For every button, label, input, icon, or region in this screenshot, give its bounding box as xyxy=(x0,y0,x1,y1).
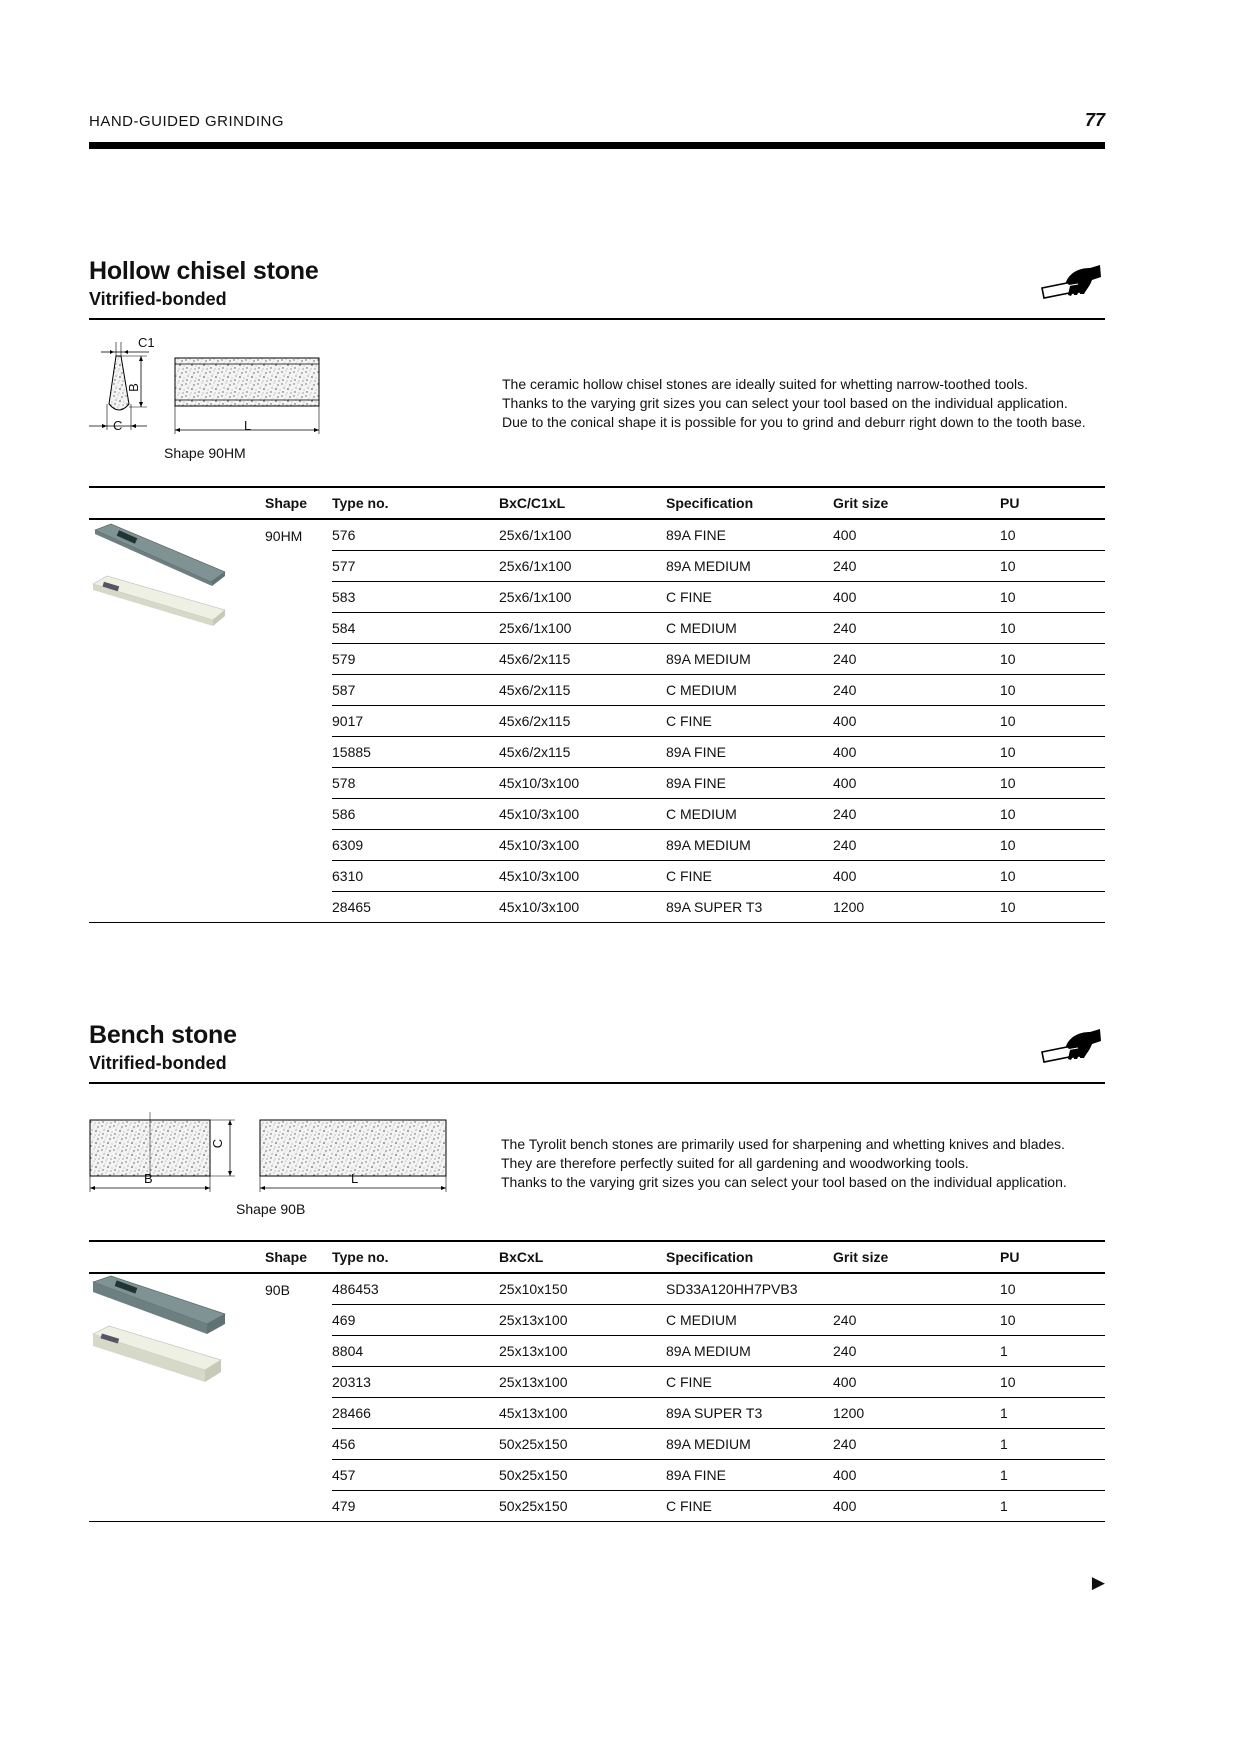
specification-cell: 89A FINE xyxy=(666,519,833,551)
header-section-title: HAND-GUIDED GRINDING xyxy=(89,113,285,130)
bench-product-table xyxy=(89,1240,1105,1522)
hollow-section-rule xyxy=(89,318,1105,320)
specification-cell: C MEDIUM xyxy=(666,613,833,644)
dim-label-l: L xyxy=(244,418,252,433)
pu-cell: 10 xyxy=(1000,613,1105,644)
column-header-image xyxy=(89,1241,265,1273)
pu-cell: 10 xyxy=(1000,861,1105,892)
shape-cell: 90HM xyxy=(265,519,332,923)
dimensions-cell: 25x10x150 xyxy=(499,1273,666,1305)
dimensions-cell: 25x6/1x100 xyxy=(499,519,666,551)
specification-cell: 89A MEDIUM xyxy=(666,644,833,675)
type-no-cell: 584 xyxy=(332,613,499,644)
grit-size-cell: 240 xyxy=(833,830,1000,861)
grit-size-cell: 400 xyxy=(833,861,1000,892)
page-number: 77 xyxy=(1084,110,1105,130)
column-header-specification: Specification xyxy=(666,1241,833,1273)
type-no-cell: 486453 xyxy=(332,1273,499,1305)
hollow-product-photo xyxy=(89,519,265,923)
hollow-description-line: Due to the conical shape it is possible for you to grind and deburr right down to the tooth base. xyxy=(502,414,1086,430)
dimensions-cell: 45x6/2x115 xyxy=(499,706,666,737)
grit-size-cell xyxy=(833,1273,1000,1305)
type-no-cell: 6309 xyxy=(332,830,499,861)
specification-cell: C FINE xyxy=(666,861,833,892)
hollow-section-subtitle: Vitrified-bonded xyxy=(89,289,227,309)
specification-cell: 89A MEDIUM xyxy=(666,830,833,861)
pu-cell: 10 xyxy=(1000,706,1105,737)
hollow-description-line: Thanks to the varying grit sizes you can select your tool based on the individual application. xyxy=(502,395,1068,411)
type-no-cell: 577 xyxy=(332,551,499,582)
grit-size-cell: 400 xyxy=(833,1367,1000,1398)
grit-size-cell: 400 xyxy=(833,768,1000,799)
specification-cell: C MEDIUM xyxy=(666,799,833,830)
type-no-cell: 8804 xyxy=(332,1336,499,1367)
type-no-cell: 583 xyxy=(332,582,499,613)
header-rule xyxy=(89,142,1105,149)
specification-cell: C MEDIUM xyxy=(666,675,833,706)
pu-cell: 1 xyxy=(1000,1429,1105,1460)
grit-size-cell: 240 xyxy=(833,1429,1000,1460)
dim-label-l: L xyxy=(351,1171,359,1186)
type-no-cell: 578 xyxy=(332,768,499,799)
specification-cell: 89A MEDIUM xyxy=(666,551,833,582)
specification-cell: C FINE xyxy=(666,582,833,613)
table-row xyxy=(89,1273,1105,1305)
grit-size-cell: 400 xyxy=(833,1460,1000,1491)
type-no-cell: 457 xyxy=(332,1460,499,1491)
dim-label-c: C xyxy=(113,418,123,433)
type-no-cell: 28466 xyxy=(332,1398,499,1429)
column-header-grit-size: Grit size xyxy=(833,1241,1000,1273)
type-no-cell: 479 xyxy=(332,1491,499,1522)
pu-cell: 10 xyxy=(1000,768,1105,799)
grit-size-cell: 240 xyxy=(833,644,1000,675)
grit-size-cell: 240 xyxy=(833,799,1000,830)
dimensions-cell: 45x10/3x100 xyxy=(499,768,666,799)
dimensions-cell: 50x25x150 xyxy=(499,1491,666,1522)
bench-description xyxy=(501,1135,1067,1192)
pu-cell: 1 xyxy=(1000,1491,1105,1522)
bench-product-photo xyxy=(89,1273,265,1522)
dimensions-cell: 45x10/3x100 xyxy=(499,892,666,923)
specification-cell: SD33A120HH7PVB3 xyxy=(666,1273,833,1305)
hollow-product-table xyxy=(89,486,1105,923)
dimensions-cell: 25x13x100 xyxy=(499,1305,666,1336)
table-header-row xyxy=(89,487,1105,519)
type-no-cell: 9017 xyxy=(332,706,499,737)
dimensions-cell: 45x13x100 xyxy=(499,1398,666,1429)
type-no-cell: 587 xyxy=(332,675,499,706)
dimensions-cell: 45x6/2x115 xyxy=(499,675,666,706)
type-no-cell: 579 xyxy=(332,644,499,675)
pu-cell: 1 xyxy=(1000,1398,1105,1429)
hollow-section-title: Hollow chisel stone xyxy=(89,257,319,285)
grit-size-cell: 1200 xyxy=(833,1398,1000,1429)
dimensions-cell: 45x10/3x100 xyxy=(499,861,666,892)
pu-cell: 1 xyxy=(1000,1336,1105,1367)
specification-cell: 89A FINE xyxy=(666,737,833,768)
specification-cell: 89A FINE xyxy=(666,768,833,799)
column-header-dimensions: BxCxL xyxy=(499,1241,666,1273)
dim-label-b: B xyxy=(125,383,141,392)
specification-cell: 89A MEDIUM xyxy=(666,1336,833,1367)
hollow-shape-label: Shape 90HM xyxy=(164,445,246,461)
type-no-cell: 28465 xyxy=(332,892,499,923)
bench-section-title: Bench stone xyxy=(89,1021,237,1049)
bench-description-line: The Tyrolit bench stones are primarily used for sharpening and whetting knives and blades. xyxy=(501,1136,1065,1152)
grit-size-cell: 240 xyxy=(833,1336,1000,1367)
dimensions-cell: 45x6/2x115 xyxy=(499,737,666,768)
specification-cell: 89A SUPER T3 xyxy=(666,892,833,923)
pu-cell: 10 xyxy=(1000,1367,1105,1398)
pu-cell: 10 xyxy=(1000,799,1105,830)
type-no-cell: 456 xyxy=(332,1429,499,1460)
grit-size-cell: 1200 xyxy=(833,892,1000,923)
pu-cell: 10 xyxy=(1000,519,1105,551)
specification-cell: 89A SUPER T3 xyxy=(666,1398,833,1429)
column-header-type-no: Type no. xyxy=(332,487,499,519)
grit-size-cell: 400 xyxy=(833,1491,1000,1522)
pu-cell: 10 xyxy=(1000,582,1105,613)
dimensions-cell: 25x6/1x100 xyxy=(499,582,666,613)
shape-cell: 90B xyxy=(265,1273,332,1522)
dimensions-cell: 50x25x150 xyxy=(499,1429,666,1460)
column-header-type-no: Type no. xyxy=(332,1241,499,1273)
dimensions-cell: 25x6/1x100 xyxy=(499,613,666,644)
dimensions-cell: 45x10/3x100 xyxy=(499,830,666,861)
type-no-cell: 586 xyxy=(332,799,499,830)
type-no-cell: 20313 xyxy=(332,1367,499,1398)
grit-size-cell: 400 xyxy=(833,582,1000,613)
type-no-cell: 576 xyxy=(332,519,499,551)
grit-size-cell: 240 xyxy=(833,613,1000,644)
specification-cell: 89A MEDIUM xyxy=(666,1429,833,1460)
pu-cell: 10 xyxy=(1000,1273,1105,1305)
pu-cell: 10 xyxy=(1000,830,1105,861)
specification-cell: C FINE xyxy=(666,706,833,737)
dimensions-cell: 50x25x150 xyxy=(499,1460,666,1491)
column-header-pu: PU xyxy=(1000,487,1105,519)
column-header-shape: Shape xyxy=(265,1241,332,1273)
grit-size-cell: 400 xyxy=(833,706,1000,737)
grit-size-cell: 240 xyxy=(833,1305,1000,1336)
grit-size-cell: 240 xyxy=(833,675,1000,706)
hand-grinding-icon xyxy=(1040,1026,1102,1068)
dimensions-cell: 25x13x100 xyxy=(499,1367,666,1398)
pu-cell: 1 xyxy=(1000,1460,1105,1491)
bench-description-line: They are therefore perfectly suited for all gardening and woodworking tools. xyxy=(501,1155,969,1171)
column-header-image xyxy=(89,487,265,519)
column-header-pu: PU xyxy=(1000,1241,1105,1273)
pu-cell: 10 xyxy=(1000,892,1105,923)
hollow-description-line: The ceramic hollow chisel stones are ideally suited for whetting narrow-toothed tools. xyxy=(502,376,1029,392)
pu-cell: 10 xyxy=(1000,1305,1105,1336)
dimensions-cell: 25x6/1x100 xyxy=(499,551,666,582)
specification-cell: C MEDIUM xyxy=(666,1305,833,1336)
column-header-grit-size: Grit size xyxy=(833,487,1000,519)
type-no-cell: 469 xyxy=(332,1305,499,1336)
specification-cell: 89A FINE xyxy=(666,1460,833,1491)
column-header-shape: Shape xyxy=(265,487,332,519)
dim-label-c1: C1 xyxy=(138,335,155,350)
next-page-arrow-icon[interactable]: ▶ xyxy=(1091,1573,1105,1592)
pu-cell: 10 xyxy=(1000,644,1105,675)
bench-section-subtitle: Vitrified-bonded xyxy=(89,1053,227,1073)
type-no-cell: 6310 xyxy=(332,861,499,892)
grit-size-cell: 400 xyxy=(833,519,1000,551)
dimensions-cell: 45x10/3x100 xyxy=(499,799,666,830)
table-header-row xyxy=(89,1241,1105,1273)
hand-grinding-icon xyxy=(1040,262,1102,304)
pu-cell: 10 xyxy=(1000,737,1105,768)
specification-cell: C FINE xyxy=(666,1491,833,1522)
bench-section-rule xyxy=(89,1082,1105,1084)
hollow-description xyxy=(502,375,1086,432)
dim-label-c: C xyxy=(210,1138,226,1149)
column-header-dimensions: BxC/C1xL xyxy=(499,487,666,519)
specification-cell: C FINE xyxy=(666,1367,833,1398)
table-row xyxy=(89,519,1105,551)
dim-label-b: B xyxy=(144,1171,153,1186)
type-no-cell: 15885 xyxy=(332,737,499,768)
pu-cell: 10 xyxy=(1000,551,1105,582)
dimensions-cell: 25x13x100 xyxy=(499,1336,666,1367)
grit-size-cell: 400 xyxy=(833,737,1000,768)
pu-cell: 10 xyxy=(1000,675,1105,706)
column-header-specification: Specification xyxy=(666,487,833,519)
dimensions-cell: 45x6/2x115 xyxy=(499,644,666,675)
grit-size-cell: 240 xyxy=(833,551,1000,582)
bench-description-line: Thanks to the varying grit sizes you can select your tool based on the individual application. xyxy=(501,1174,1067,1190)
bench-shape-label: Shape 90B xyxy=(236,1201,306,1217)
